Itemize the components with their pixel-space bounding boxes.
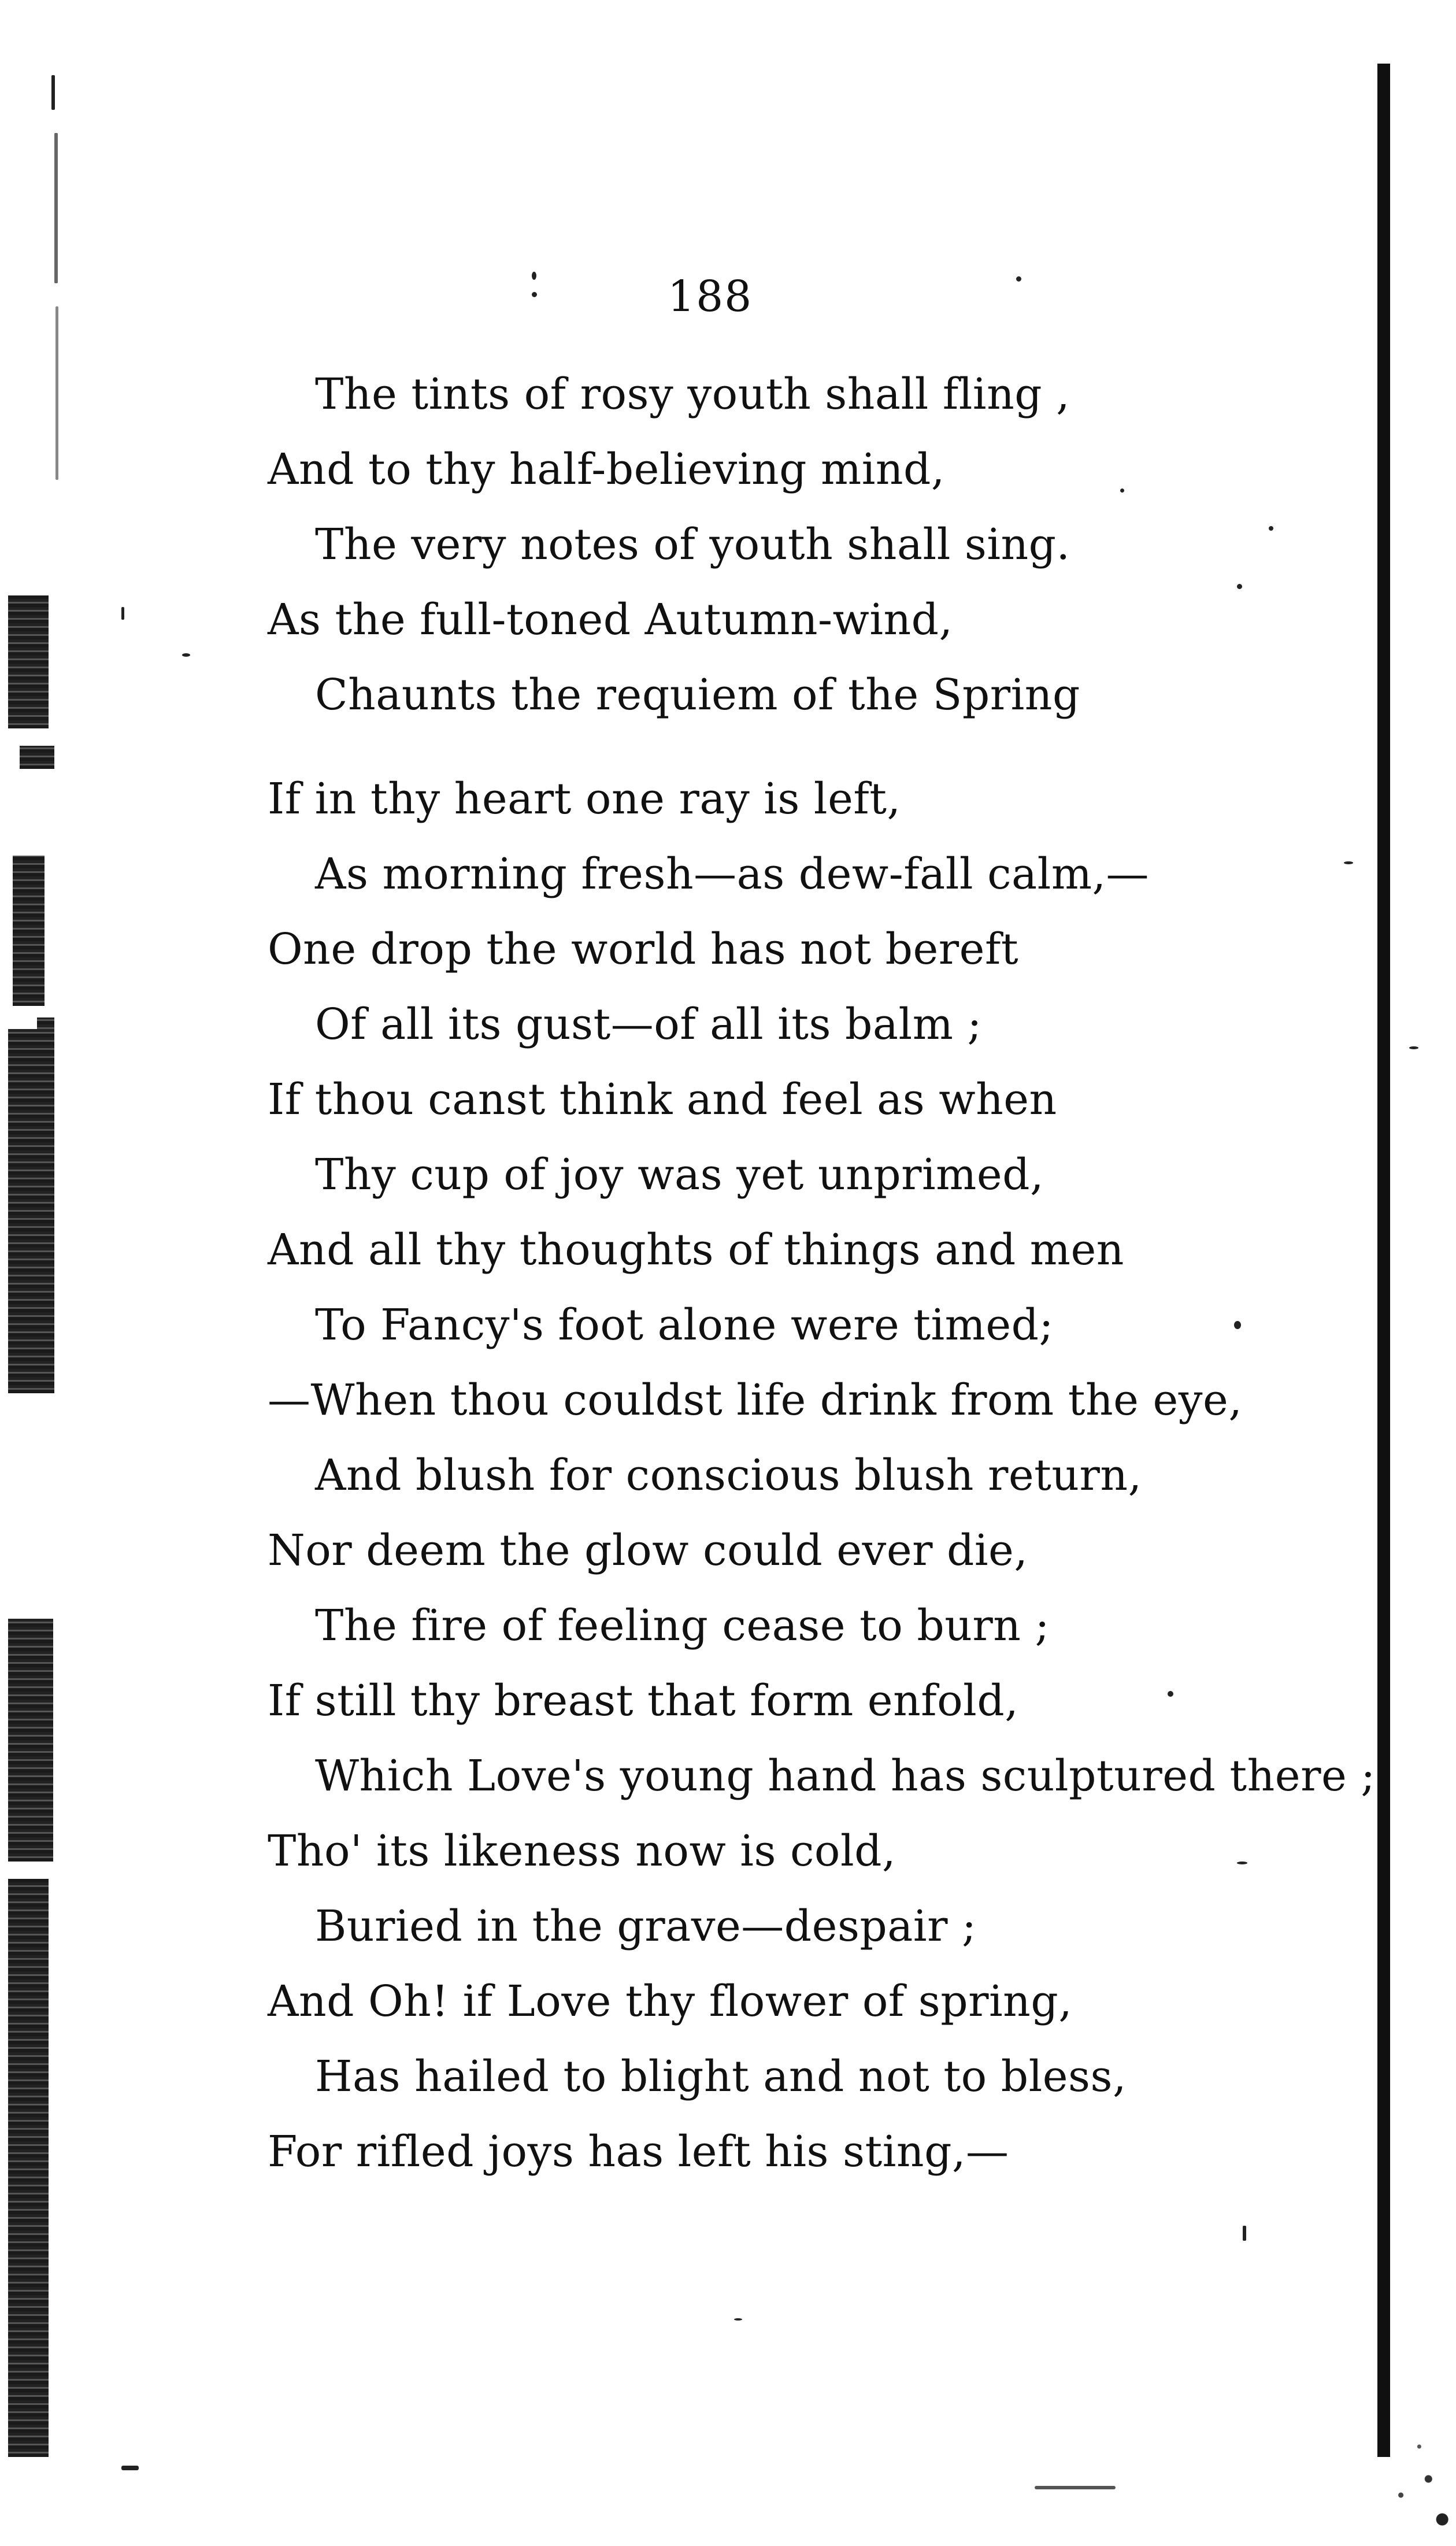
speck xyxy=(121,607,124,620)
poem-line: The fire of feeling cease to burn ; xyxy=(315,1601,1050,1651)
poem-line: As morning fresh—as dew-fall calm,— xyxy=(315,849,1150,899)
poem-line: And blush for conscious blush return, xyxy=(315,1450,1142,1500)
poem-line: If still thy breast that form enfold, xyxy=(268,1676,1019,1726)
poem-line: Chaunts the requiem of the Spring xyxy=(315,670,1080,720)
speck xyxy=(1237,1862,1247,1864)
speck xyxy=(1344,861,1353,864)
poem-line: The tints of rosy youth shall fling , xyxy=(315,369,1070,419)
speck xyxy=(55,306,58,480)
speck xyxy=(734,2318,742,2321)
poem-line: As the full-toned Autumn-wind, xyxy=(268,595,953,645)
poem-line: Tho' its likeness now is cold, xyxy=(268,1826,896,1876)
speck xyxy=(532,272,536,280)
page-edge-rule xyxy=(1377,64,1390,2457)
poem-line: If thou canst think and feel as when xyxy=(268,1075,1057,1124)
page-corner-noise xyxy=(1364,2382,1456,2544)
speck xyxy=(54,133,58,283)
poem-line: Thy cup of joy was yet unprimed, xyxy=(315,1150,1044,1200)
poem-line: Which Love's young hand has sculptured there ; xyxy=(315,1751,1376,1801)
binding-mark xyxy=(8,595,49,728)
binding-mark xyxy=(8,1619,53,1862)
binding-mark xyxy=(8,1879,49,2457)
binding-mark xyxy=(8,1029,54,1393)
speck xyxy=(182,653,190,657)
speck xyxy=(1269,526,1273,531)
binding-mark xyxy=(20,746,54,769)
speck xyxy=(1243,2226,1246,2241)
poem-line: To Fancy's foot alone were timed; xyxy=(315,1300,1054,1350)
poem-line: —When thou couldst life drink from the eye, xyxy=(268,1375,1243,1425)
poem-line: For rifled joys has left his sting,— xyxy=(268,2127,1009,2177)
binding-edge xyxy=(8,58,60,2486)
poem-line: And to thy half-believing mind, xyxy=(268,445,945,494)
speck xyxy=(51,75,55,110)
poem-line: And Oh! if Love thy flower of spring, xyxy=(268,1977,1073,2026)
speck xyxy=(1035,2486,1116,2489)
poem-line: The very notes of youth shall sing. xyxy=(315,520,1070,569)
speck xyxy=(1234,1321,1241,1329)
speck xyxy=(1237,584,1242,589)
poem-line: Nor deem the glow could ever die, xyxy=(268,1526,1028,1575)
poem-line: Of all its gust—of all its balm ; xyxy=(315,1000,982,1049)
speck xyxy=(532,292,537,297)
poem-line: And all thy thoughts of things and men xyxy=(268,1225,1124,1275)
page-number: 188 xyxy=(668,272,753,321)
poem-line: If in thy heart one ray is left, xyxy=(268,774,901,824)
poem-line: Has hailed to blight and not to bless, xyxy=(315,2052,1127,2101)
speck xyxy=(1168,1691,1173,1697)
binding-mark xyxy=(13,856,45,1006)
poem-line: One drop the world has not bereft xyxy=(268,924,1019,974)
speck xyxy=(1409,1046,1418,1049)
poem-line: Buried in the grave—despair ; xyxy=(315,1901,977,1951)
speck xyxy=(121,2466,139,2470)
speck xyxy=(1016,276,1021,282)
speck xyxy=(1120,489,1124,493)
